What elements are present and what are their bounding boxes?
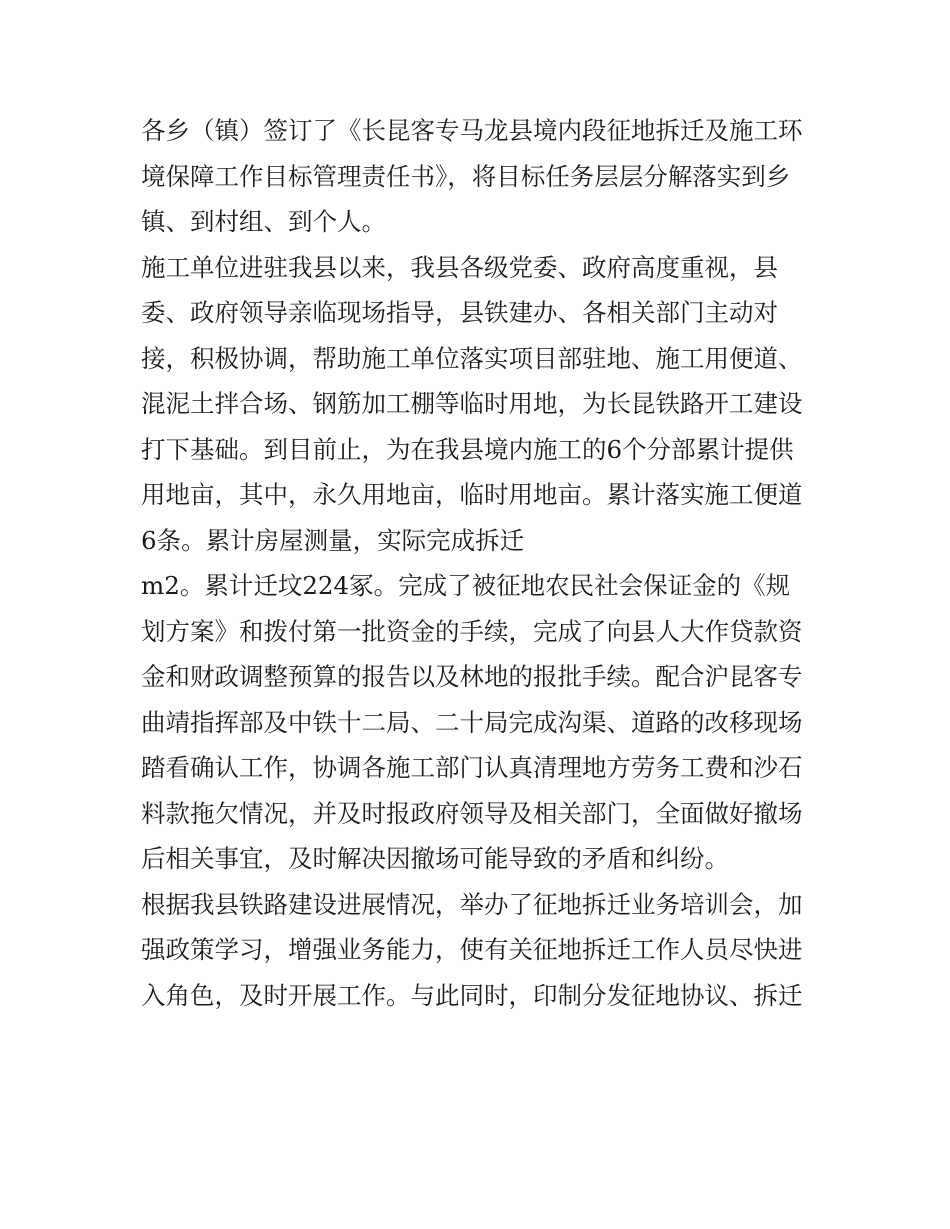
text-line: 后相关事宜，及时解决因撤场可能导致的矛盾和纠纷。 <box>141 844 729 873</box>
text-line: 划方案》和拨付第一批资金的手续，完成了向县人大作贷款资 <box>141 616 803 646</box>
text-line: 各乡（镇）签订了《长昆客专马龙县境内段征地拆迁及施工环 <box>141 116 803 145</box>
text-line: 委、政府领导亲临现场指导，县铁建办、各相关部门主动对 <box>141 298 778 327</box>
text-line: 料款拖欠情况，并及时报政府领导及相关部门，全面做好撤场 <box>141 798 803 828</box>
text-line: 境保障工作目标管理责任书》，将目标任务层层分解落实到乡 <box>141 161 791 191</box>
text-line: 根据我县铁路建设进展情况，举办了征地拆迁业务培训会，加 <box>141 889 803 919</box>
text-line: 接，积极协调，帮助施工单位落实项目部驻地、施工用便道、 <box>141 343 803 373</box>
body-text <box>141 108 821 1018</box>
text-line: 强政策学习，增强业务能力，使有关征地拆迁工作人员尽快进 <box>141 935 803 964</box>
text-line: 打下基础。到目前止，为在我县境内施工的6个分部累计提供 <box>141 434 794 464</box>
text-line: 混泥土拌合场、钢筋加工棚等临时用地，为长昆铁路开工建设 <box>141 389 803 418</box>
text-line: m2。累计迁坟224冢。完成了被征地农民社会保证金的《规 <box>141 571 791 600</box>
text-line: 金和财政调整预算的报告以及林地的报批手续。配合沪昆客专 <box>141 662 803 691</box>
text-line: 入角色，及时开展工作。与此同时，印制分发征地协议、拆迁 <box>141 980 803 1010</box>
text-line: 镇、到村组、到个人。 <box>141 207 386 236</box>
text-line: 6条。累计房屋测量，实际完成拆迁 <box>141 525 525 555</box>
text-line: 施工单位进驻我县以来，我县各级党委、政府高度重视，县 <box>141 252 778 282</box>
text-line: 曲靖指挥部及中铁十二局、二十局完成沟渠、道路的改移现场 <box>141 707 803 737</box>
text-line: 踏看确认工作，协调各施工部门认真清理地方劳务工费和沙石 <box>141 753 803 782</box>
text-line: 用地亩，其中，永久用地亩，临时用地亩。累计落实施工便道 <box>141 480 803 509</box>
